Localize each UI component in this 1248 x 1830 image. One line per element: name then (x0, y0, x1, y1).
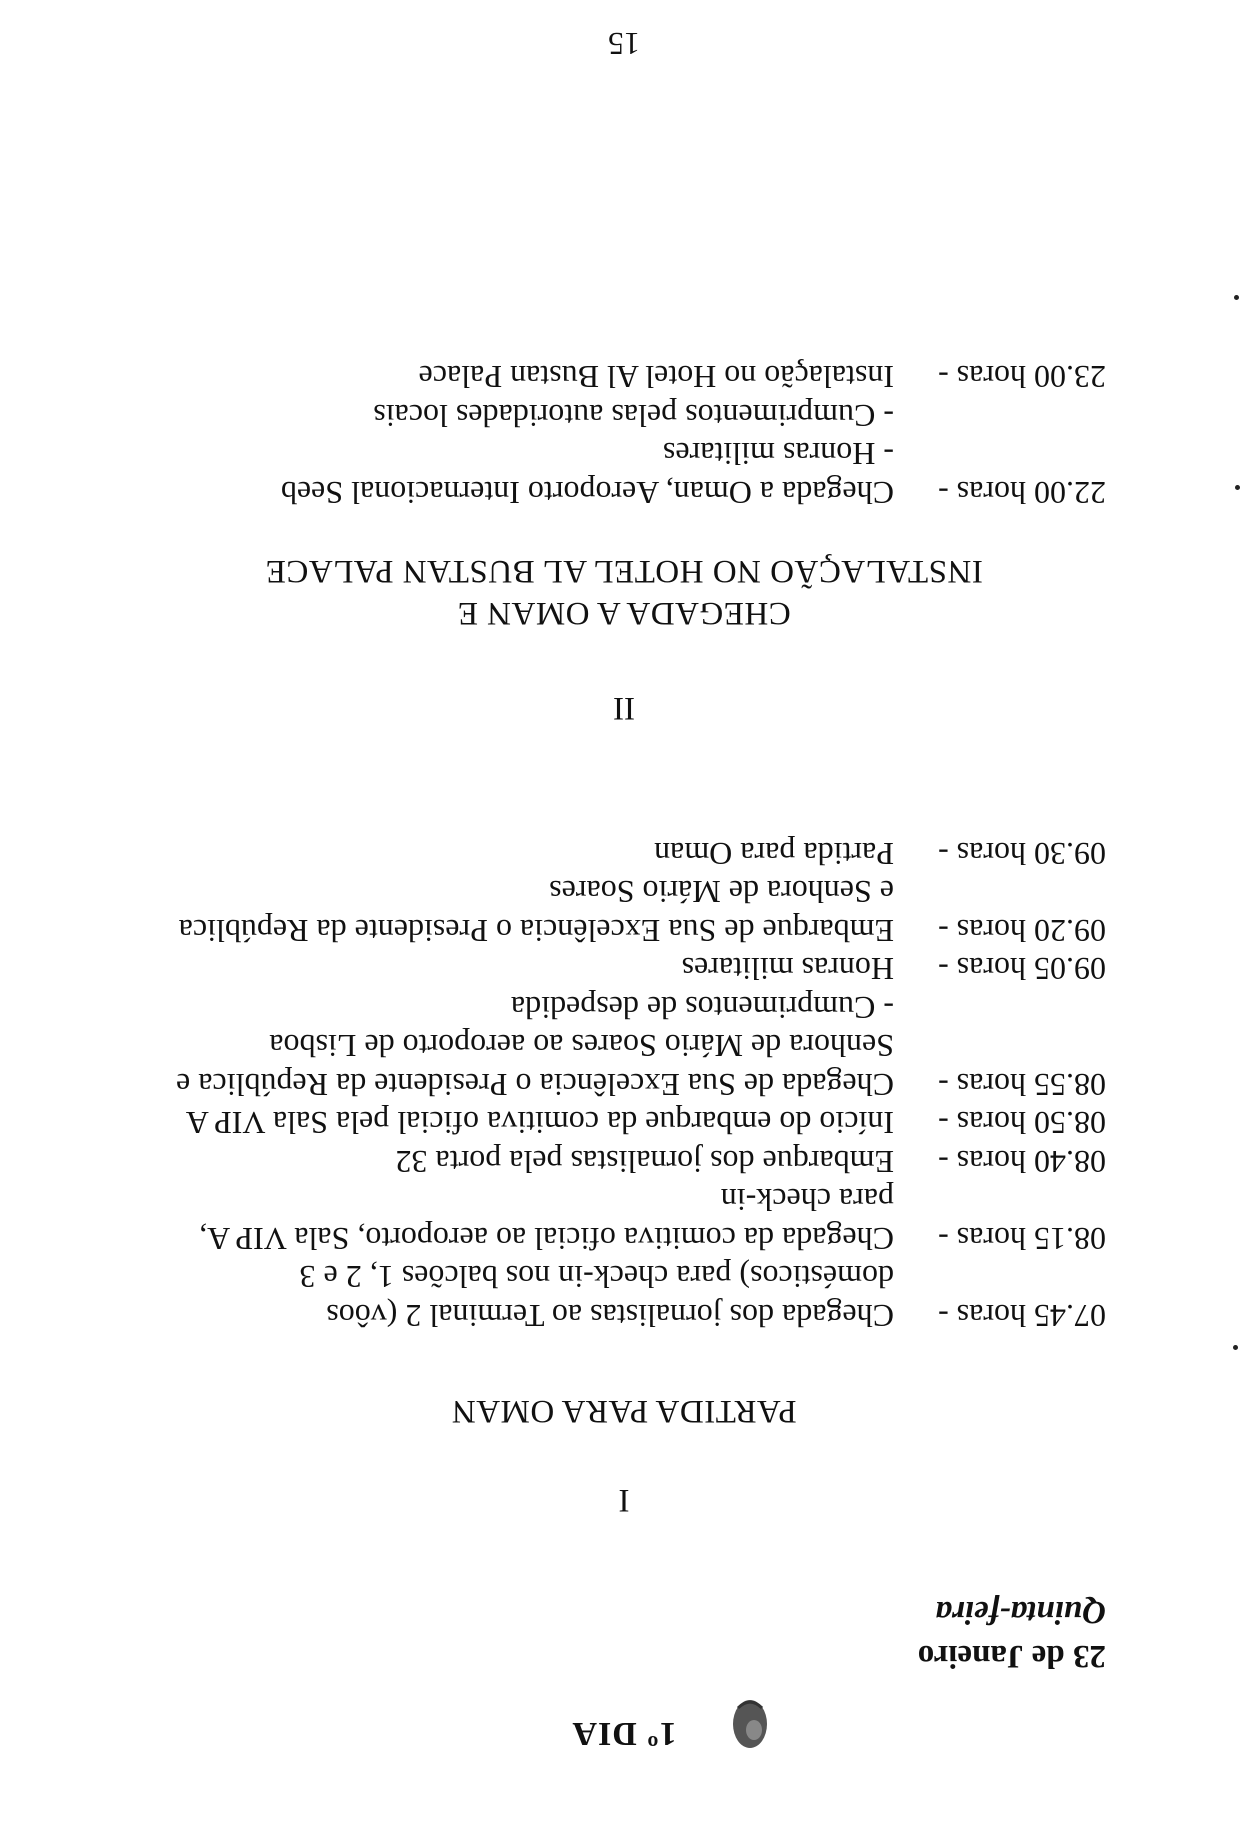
entry-time: 08.55 horas - (938, 1067, 1106, 1103)
entry-text: domésticos) para check-in nos balcões 1, 2 e 3 (299, 1259, 894, 1296)
entry-time: 22.00 horas - (938, 475, 1106, 511)
schedule-entry (16, 1104, 1106, 1143)
section-2-title-line: INSTALAÇÃO NO HOTEL AL BUSTAN PALACE (265, 553, 983, 589)
section-2-title-line: CHEGADA A OMAN E (457, 595, 791, 631)
page-header: 1º DIA (571, 1715, 677, 1752)
weekday: Quinta-feira (935, 1594, 1106, 1630)
entry-text: Embarque de Sua Excelência o Presidente da República (178, 913, 894, 949)
schedule-entry (16, 950, 1106, 989)
entry-text: para check-in (720, 1182, 894, 1219)
section-2-title (0, 550, 1248, 634)
section-2-numeral: II (613, 690, 635, 726)
date-block (918, 1590, 1106, 1678)
entry-text: Partida para Oman (654, 836, 894, 872)
schedule-subitem: - Honras militares (662, 436, 894, 473)
schedule-subitem: - Cumprimentos pelas autoridades locais (373, 398, 894, 434)
entry-time: 08.50 horas - (938, 1105, 1106, 1142)
entry-text: Instalação no Hotel Al Bustan Palace (418, 359, 894, 396)
schedule-entry (16, 474, 1106, 513)
entry-time: 09.05 horas - (938, 951, 1106, 988)
scan-speck (1234, 295, 1239, 300)
entry-time: 08.40 horas - (938, 1144, 1106, 1180)
schedule-entry (16, 358, 1106, 397)
section-1-title: PARTIDA PARA OMAN (451, 1393, 797, 1429)
entry-text: Início do embarque da comitiva oficial pela Sala VIP A (185, 1105, 894, 1142)
entry-text: Chegada a Oman, Aeroporto Internacional Seeb (280, 475, 894, 511)
entry-time: 09.30 horas - (938, 836, 1106, 872)
entry-text: Senhora de Mário Soares ao aeroporto de Lisboa (269, 1028, 894, 1065)
schedule-subitem: - Cumprimentos de despedida (510, 990, 894, 1026)
entry-text: e Senhora de Mário Soares (549, 874, 894, 911)
entry-text: Chegada da comitiva oficial ao aeroporto, Sala VIP A, (199, 1221, 894, 1257)
entry-time: 23.00 horas - (938, 359, 1106, 396)
entry-time: 07.45 horas - (938, 1298, 1106, 1334)
scan-speck (1233, 1345, 1238, 1350)
schedule-entry (16, 835, 1106, 874)
scan-speck (1235, 485, 1240, 490)
entry-time: 09.20 horas - (938, 913, 1106, 949)
entry-time: 08.15 horas - (938, 1221, 1106, 1257)
entry-text: Chegada de Sua Excelência o Presidente da República e (176, 1067, 894, 1103)
page-number: 15 (608, 26, 640, 62)
section-1-numeral: I (618, 1482, 630, 1518)
section-1-entries (16, 835, 1106, 1336)
schedule-entry (16, 1258, 1106, 1335)
schedule-entry (16, 1181, 1106, 1258)
date-line: 23 de Janeiro (917, 1638, 1106, 1674)
entry-text: Embarque dos jornalistas pela porta 32 (395, 1144, 894, 1180)
section-2-entries (16, 358, 1106, 512)
schedule-entry (16, 1143, 1106, 1182)
entry-text: Honras militares (681, 951, 894, 988)
entry-text: Chegada dos jornalistas ao Terminal 2 (vôos (326, 1298, 894, 1334)
schedule-entry (16, 873, 1106, 950)
schedule-entry (16, 1027, 1106, 1104)
